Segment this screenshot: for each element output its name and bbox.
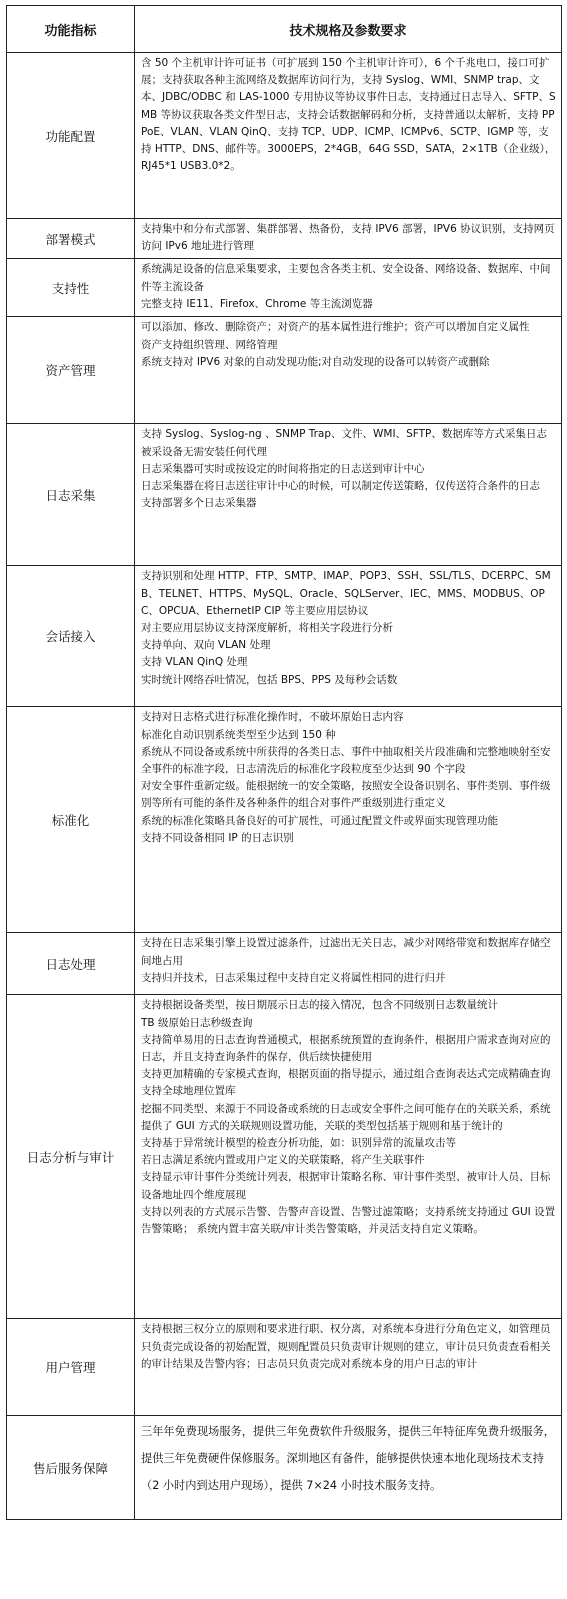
header-spec: 技术规格及参数要求 bbox=[135, 6, 562, 53]
row-label: 日志处理 bbox=[7, 933, 135, 995]
table-row bbox=[7, 1319, 562, 1416]
spec-line: 三年年免费现场服务，提供三年免费软件升级服务，提供三年特征库免费升级服务，提供三年免费硬件保修服务。深圳地区有备件，能够提供快速本地化现场技术支持（2 小时内到达用户现场），提供 7×24 小时技术服务支持。 bbox=[141, 1425, 555, 1493]
table-row bbox=[7, 317, 562, 424]
row-content bbox=[135, 259, 562, 317]
spec-line: 支持识别和处理 HTTP、FTP、SMTP、IMAP、POP3、SSH、SSL/TLS、DCERPC、SMB、TELNET、HTTPS、MySQL、Oracle、SQLServer、IEC、MMS、MODBUS、OPC、OPCUA、EthernetIP CIP 等主要应用层协议 bbox=[141, 570, 551, 617]
spec-line: 支持基于异常统计模型的检查分析功能，如：识别异常的流量攻击等 bbox=[141, 1137, 456, 1150]
table-row bbox=[7, 933, 562, 995]
spec-line: 支持归并技术，日志采集过程中支持自定义将属性相同的进行归并 bbox=[141, 971, 446, 984]
table-row bbox=[7, 995, 562, 1319]
spec-line: 日志采集器在将日志送往审计中心的时候，可以制定传送策略，仅传送符合条件的日志 bbox=[141, 480, 540, 493]
row-label: 售后服务保障 bbox=[7, 1416, 135, 1520]
row-label: 功能配置 bbox=[7, 53, 135, 219]
spec-line: 可以添加、修改、删除资产；对资产的基本属性进行维护；资产可以增加自定义属性 bbox=[141, 321, 530, 334]
table-row bbox=[7, 259, 562, 317]
table-row bbox=[7, 219, 562, 259]
spec-line: 被采设备无需安装任何代理 bbox=[141, 445, 267, 458]
spec-line: 标准化自动识别系统类型至少达到 150 种 bbox=[141, 728, 336, 741]
row-label: 标准化 bbox=[7, 707, 135, 933]
spec-line: 支持 VLAN QinQ 处理 bbox=[141, 656, 248, 669]
spec-line: 资产支持组织管理、网络管理 bbox=[141, 338, 278, 351]
row-label: 资产管理 bbox=[7, 317, 135, 424]
header-row bbox=[7, 6, 562, 53]
row-content bbox=[135, 707, 562, 933]
spec-line: 支持集中和分布式部署、集群部署、热备份，支持 IPV6 部署，IPV6 协议识别，支持网页访问 IPv6 地址进行管理 bbox=[141, 223, 555, 253]
row-label: 部署模式 bbox=[7, 219, 135, 259]
spec-table bbox=[6, 5, 562, 1520]
table-row bbox=[7, 1416, 562, 1520]
table-body bbox=[7, 53, 562, 1520]
spec-line: 支持更加精确的专家模式查询，根据页面的指导提示，通过组合查询表达式完成精确查询 bbox=[141, 1068, 551, 1081]
spec-line: 含 50 个主机审计许可证书（可扩展到 150 个主机审计许可），6 个千兆电口，接口可扩展；支持获取各种主流网络及数据库访问行为，支持 Syslog、WMI、SNMP trap、文本、JDBC/ODBC 和 LAS-1000 专用协议等协议事件日志，支持通过日志导入、SFTP、SMB 等协议获取各类文件型日志，支持会话数据解码和分析，支持普通以太解析，支持 PPPoE、VLAN、VLAN QinQ、支持 TCP、UDP、ICMP、ICMPv6、SCTP、IGMP 等，支持 HTTP、DNS、邮件等。3000EPS，2*4GB，64G SSD，SATA，2×1TB（企业级），RJ45*1 USB3.0*2。 bbox=[141, 57, 556, 173]
row-content bbox=[135, 219, 562, 259]
table-row bbox=[7, 424, 562, 566]
header-feature: 功能指标 bbox=[7, 6, 135, 53]
spec-line: 支持根据设备类型，按日期展示日志的接入情况，包含不同级别日志数量统计 bbox=[141, 999, 498, 1012]
row-content bbox=[135, 933, 562, 995]
row-content bbox=[135, 995, 562, 1319]
spec-line: 支持不同设备相同 IP 的日志识别 bbox=[141, 831, 294, 844]
row-content bbox=[135, 424, 562, 566]
spec-line: 系统从不同设备或系统中所获得的各类日志、事件中抽取相关片段准确和完整地映射至安全事件的标准字段，日志清洗后的标准化字段粒度至少达到 90 个字段 bbox=[141, 745, 551, 776]
row-content bbox=[135, 53, 562, 219]
spec-line: 支持单向、双向 VLAN 处理 bbox=[141, 639, 271, 652]
spec-line: 实时统计网络吞吐情况，包括 BPS、PPS 及每秒会话数 bbox=[141, 673, 398, 686]
row-content bbox=[135, 1319, 562, 1416]
row-content bbox=[135, 1416, 562, 1520]
spec-line: 系统满足设备的信息采集要求，主要包含各类主机、安全设备、网络设备、数据库、中间件等主流设备 bbox=[141, 263, 551, 293]
spec-line: 支持 Syslog、Syslog-ng 、SNMP Trap、文件、WMI、SFTP、数据库等方式采集日志 bbox=[141, 428, 547, 441]
spec-line: 挖掘不同类型、来源于不同设备或系统的日志或安全事件之间可能存在的关联关系，系统提供了 GUI 方式的关联规则设置功能，关联的类型包括基于规则和基于统计的 bbox=[141, 1102, 551, 1132]
spec-line: 若日志满足系统内置或用户定义的关联策略，将产生关联事件 bbox=[141, 1154, 425, 1167]
spec-line: 支持部署多个日志采集器 bbox=[141, 497, 257, 510]
row-label: 用户管理 bbox=[7, 1319, 135, 1416]
spec-line: 完整支持 IE11、Firefox、Chrome 等主流浏览器 bbox=[141, 297, 373, 310]
spec-line: 日志采集器可实时或按设定的时间将指定的日志送到审计中心 bbox=[141, 462, 425, 475]
table-row bbox=[7, 566, 562, 707]
table-row bbox=[7, 53, 562, 219]
spec-line: 支持对日志格式进行标准化操作时，不破坏原始日志内容 bbox=[141, 711, 404, 724]
row-label: 会话接入 bbox=[7, 566, 135, 707]
row-label: 日志分析与审计 bbox=[7, 995, 135, 1319]
row-label: 支持性 bbox=[7, 259, 135, 317]
spec-line: 支持显示审计事件分类统计列表，根据审计策略名称、审计事件类型、被审计人员、目标设备地址四个维度展现 bbox=[141, 1171, 551, 1201]
row-content bbox=[135, 566, 562, 707]
spec-line: 系统的标准化策略具备良好的可扩展性，可通过配置文件或界面实现管理功能 bbox=[141, 814, 498, 827]
spec-line: 支持在日志采集引擎上设置过滤条件，过滤出无关日志，减少对网络带宽和数据库存储空间地占用 bbox=[141, 937, 551, 967]
row-content bbox=[135, 317, 562, 424]
spec-line: 系统支持对 IPV6 对象的自动发现功能;对自动发现的设备可以转资产或删除 bbox=[141, 355, 490, 368]
spec-line: TB 级原始日志秒级查询 bbox=[141, 1016, 253, 1029]
spec-line: 对主要应用层协议支持深度解析，将相关字段进行分析 bbox=[141, 622, 393, 635]
spec-line: 支持以列表的方式展示告警、告警声音设置、告警过滤策略；支持系统支持通过 GUI 设置告警策略； 系统内置丰富关联/审计类告警策略，并灵活支持自定义策略。 bbox=[141, 1205, 556, 1236]
spec-line: 支持根据三权分立的原则和要求进行职、权分离，对系统本身进行分角色定义，如管理员只负责完成设备的初始配置，规则配置员只负责审计规则的建立，审计员只负责查看相关的审计结果及告警内容；日志员只负责完成对系统本身的用户日志的审计 bbox=[141, 1323, 551, 1370]
row-label: 日志采集 bbox=[7, 424, 135, 566]
spec-line: 对安全事件重新定级。能根据统一的安全策略，按照安全设备识别名、事件类别、事件级别等所有可能的条件及各种条件的组合对事件严重级别进行重定义 bbox=[141, 780, 551, 810]
spec-line: 支持简单易用的日志查询普通模式，根据系统预置的查询条件，根据用户需求查询对应的日志，并且支持查询条件的保存，供后续快捷使用 bbox=[141, 1033, 551, 1064]
spec-line: 支持全球地理位置库 bbox=[141, 1085, 236, 1098]
table-row bbox=[7, 707, 562, 933]
